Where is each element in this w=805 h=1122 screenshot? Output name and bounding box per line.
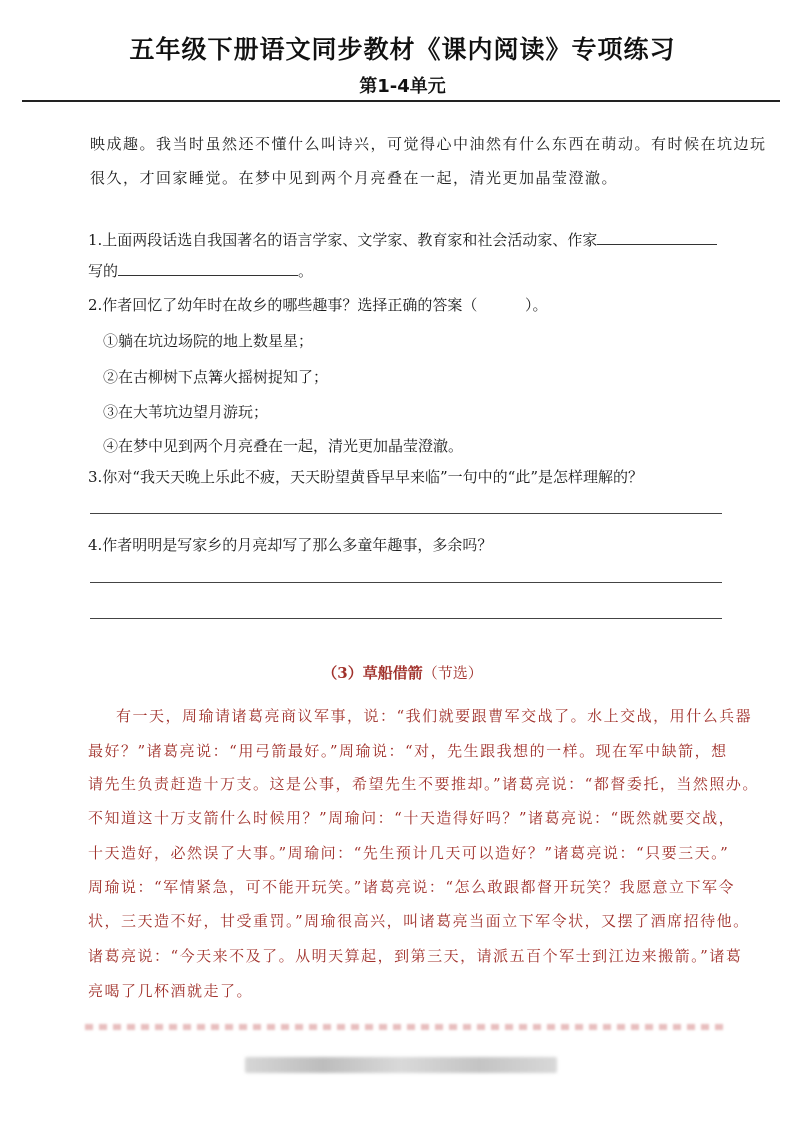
option-4: ④在梦中见到两个月亮叠在一起，清光更加晶莹澄澈。 — [103, 437, 464, 455]
author-blank[interactable] — [597, 228, 717, 245]
unit-subtitle: 第1-4单元 — [359, 76, 446, 97]
option-2: ②在古柳树下点篝火摇树捉知了； — [103, 368, 329, 386]
story-line: 诸葛亮说：“今天来不及了。从明天算起，到第三天，请派五百个军士到江边来搬箭。”诸葛 — [88, 947, 743, 965]
passage-line: 映成趣。我当时虽然还不懂什么叫诗兴，可觉得心中油然有什么东西在萌动。有时候在坑边玩 — [90, 135, 767, 153]
question-1-text-cont: 写的 — [88, 262, 119, 280]
question-2: 2.作者回忆了幼年时在故乡的哪些趣事？选择正确的答案（ ）。 — [88, 296, 548, 314]
story-line: 最好？”诸葛亮说：“用弓箭最好。”周瑜说：“对，先生跟我想的一样。现在军中缺箭，想 — [88, 742, 728, 760]
story-line: 有一天，周瑜请诸葛亮商议军事，说：“我们就要跟曹军交战了。水上交战，用什么兵器 — [116, 707, 753, 725]
section-number: （3） — [322, 664, 363, 682]
option-1: ①躺在坑边场院的地上数星星； — [103, 332, 314, 350]
header-divider — [22, 100, 780, 102]
section-note: （节选） — [422, 664, 483, 682]
passage-line: 很久，才回家睡觉。在梦中见到两个月亮叠在一起，清光更加晶莹澄澈。 — [90, 169, 619, 187]
question-3: 3.你对“我天天晚上乐此不疲，天天盼望黄昏早早来临”一句中的“此”是怎样理解的？ — [88, 468, 643, 486]
blurred-watermark — [245, 1057, 557, 1073]
work-blank[interactable] — [118, 259, 298, 276]
section-title-text: 草船借箭 — [362, 664, 423, 682]
story-line: 周瑜说：“军情紧急，可不能开玩笑。”诸葛亮说：“怎么敢跟都督开玩笑？我愿意立下军令 — [88, 878, 736, 896]
cropped-text-fade — [85, 1024, 725, 1030]
question-1-end: 。 — [298, 262, 314, 280]
question-1 — [88, 228, 717, 250]
answer-line-q3[interactable] — [90, 513, 722, 514]
page-title: 五年级下册语文同步教材《课内阅读》专项练习 — [129, 35, 676, 64]
question-1-cont — [88, 259, 313, 281]
story-line: 十天造好，必然误了大事。”周瑜问：“先生预计几天可以造好？”诸葛亮说：“只要三天。” — [88, 844, 730, 862]
story-line: 亮喝了几杯酒就走了。 — [88, 982, 254, 1000]
story-line: 状，三天造不好，甘受重罚。”周瑜很高兴，叫诸葛亮当面立下军令状，又摆了酒席招待他。 — [88, 912, 750, 930]
story-line: 请先生负责赶造十万支。这是公事，希望先生不要推却。”诸葛亮说：“都督委托，当然照办。 — [88, 775, 759, 793]
answer-line-q4-1[interactable] — [90, 582, 722, 583]
question-1-text: 1.上面两段话选自我国著名的语言学家、文学家、教育家和社会活动家、作家 — [88, 231, 598, 249]
option-3: ③在大苇坑边望月游玩； — [103, 403, 269, 421]
answer-line-q4-2[interactable] — [90, 618, 722, 619]
question-4: 4.作者明明是写家乡的月亮却写了那么多童年趣事，多余吗？ — [88, 536, 493, 554]
section-3-title — [0, 662, 805, 683]
story-line: 不知道这十万支箭什么时候用？”周瑜问：“十天造得好吗？”诸葛亮说：“既然就要交战， — [88, 809, 736, 827]
